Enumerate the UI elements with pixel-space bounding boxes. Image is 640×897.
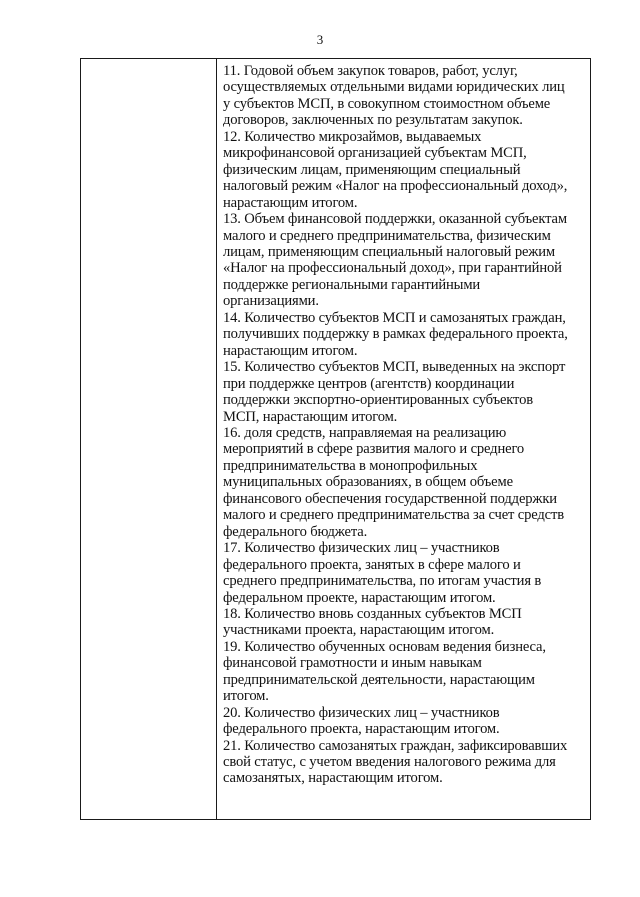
indicator-line: 13. Объем финансовой поддержки, оказанной субъектам [223, 211, 567, 228]
indicator-list [223, 63, 587, 787]
indicator-line: финансового обеспечения государственной поддержки [223, 490, 557, 507]
indicator-line: микрофинансовой организацией субъектам МСП, [223, 145, 527, 162]
indicator-item [223, 211, 587, 310]
indicator-item [223, 606, 587, 639]
indicator-line: организациями. [223, 293, 319, 310]
indicator-line: 12. Количество микрозаймов, выдаваемых [223, 128, 482, 145]
empty-left-cell [81, 59, 217, 819]
indicator-line: федеральном проекте, нарастающим итогом. [223, 589, 496, 606]
indicator-line: среднего предпринимательства, по итогам участия в [223, 573, 542, 590]
indicator-line: мероприятий в сфере развития малого и среднего [223, 441, 525, 458]
indicator-line: нарастающим итогом. [223, 194, 358, 211]
indicator-line: нарастающим итогом. [223, 342, 358, 359]
indicator-line: 15. Количество субъектов МСП, выведенных на экспорт [223, 359, 566, 376]
indicator-table [80, 58, 591, 820]
indicator-item [223, 310, 587, 359]
indicator-line: 14. Количество субъектов МСП и самозанятых граждан, [223, 309, 566, 326]
indicator-line: предпринимательства в монопрофильных [223, 457, 478, 474]
indicator-item [223, 540, 587, 606]
indicator-line: участниками проекта, нарастающим итогом. [223, 622, 495, 639]
indicator-line: федерального бюджета. [223, 523, 368, 540]
indicator-line: при поддержке центров (агентств) координации [223, 375, 515, 392]
indicator-line: договоров, заключенных по результатам закупок. [223, 112, 523, 129]
indicator-item [223, 359, 587, 425]
indicator-item [223, 425, 587, 540]
indicator-line: федерального проекта, нарастающим итогом. [223, 721, 500, 738]
page-number: 3 [316, 32, 324, 47]
indicator-line: 19. Количество обученных основам ведения бизнеса, [223, 638, 546, 655]
indicator-line: свой статус, с учетом введения налогового режима для [223, 754, 556, 771]
indicator-line: лицам, применяющим специальный налоговый режим [223, 243, 555, 260]
indicator-line: самозанятых, нарастающим итогом. [223, 770, 443, 787]
indicator-line: федерального проекта, занятых в сфере малого и [223, 556, 521, 573]
indicator-item [223, 738, 587, 787]
indicator-line: 11. Годовой объем закупок товаров, работ, услуг, [223, 63, 518, 79]
indicator-line: 16. доля средств, направляемая на реализацию [223, 424, 507, 441]
indicator-line: получивших поддержку в рамках федерального проекта, [223, 326, 568, 343]
indicator-line: предпринимательской деятельности, нарастающим [223, 671, 535, 688]
indicator-line: поддержки экспортно-ориентированных субъектов [223, 392, 533, 409]
indicator-line: 18. Количество вновь созданных субъектов МСП [223, 605, 522, 622]
indicator-line: 21. Количество самозанятых граждан, зафиксировавших [223, 737, 568, 754]
indicator-line: малого и среднего предпринимательства за счет средств [223, 507, 564, 524]
indicator-item [223, 129, 587, 211]
indicator-item [223, 63, 587, 129]
indicator-line: налоговый режим «Налог на профессиональный доход», [223, 178, 568, 195]
indicator-line: 17. Количество физических лиц – участников [223, 540, 500, 557]
indicator-line: финансовой грамотности и иным навыкам [223, 655, 482, 672]
indicator-line: малого и среднего предпринимательства, физическим [223, 227, 551, 244]
indicator-item [223, 639, 587, 705]
indicator-line: муниципальных образованиях, в общем объеме [223, 474, 513, 491]
indicator-line: физическим лицам, применяющим специальный [223, 161, 521, 178]
indicator-line: 20. Количество физических лиц – участников [223, 704, 500, 721]
indicator-line: осуществляемых отдельными видами юридических лиц [223, 79, 565, 96]
indicator-line: МСП, нарастающим итогом. [223, 408, 398, 425]
indicator-line: «Налог на профессиональный доход», при гарантийной [223, 260, 562, 277]
indicator-line: поддержке региональными гарантийными [223, 276, 481, 293]
indicator-line: итогом. [223, 688, 269, 705]
indicator-line: у субъектов МСП, в совокупном стоимостном объеме [223, 95, 551, 112]
indicator-item [223, 705, 587, 738]
